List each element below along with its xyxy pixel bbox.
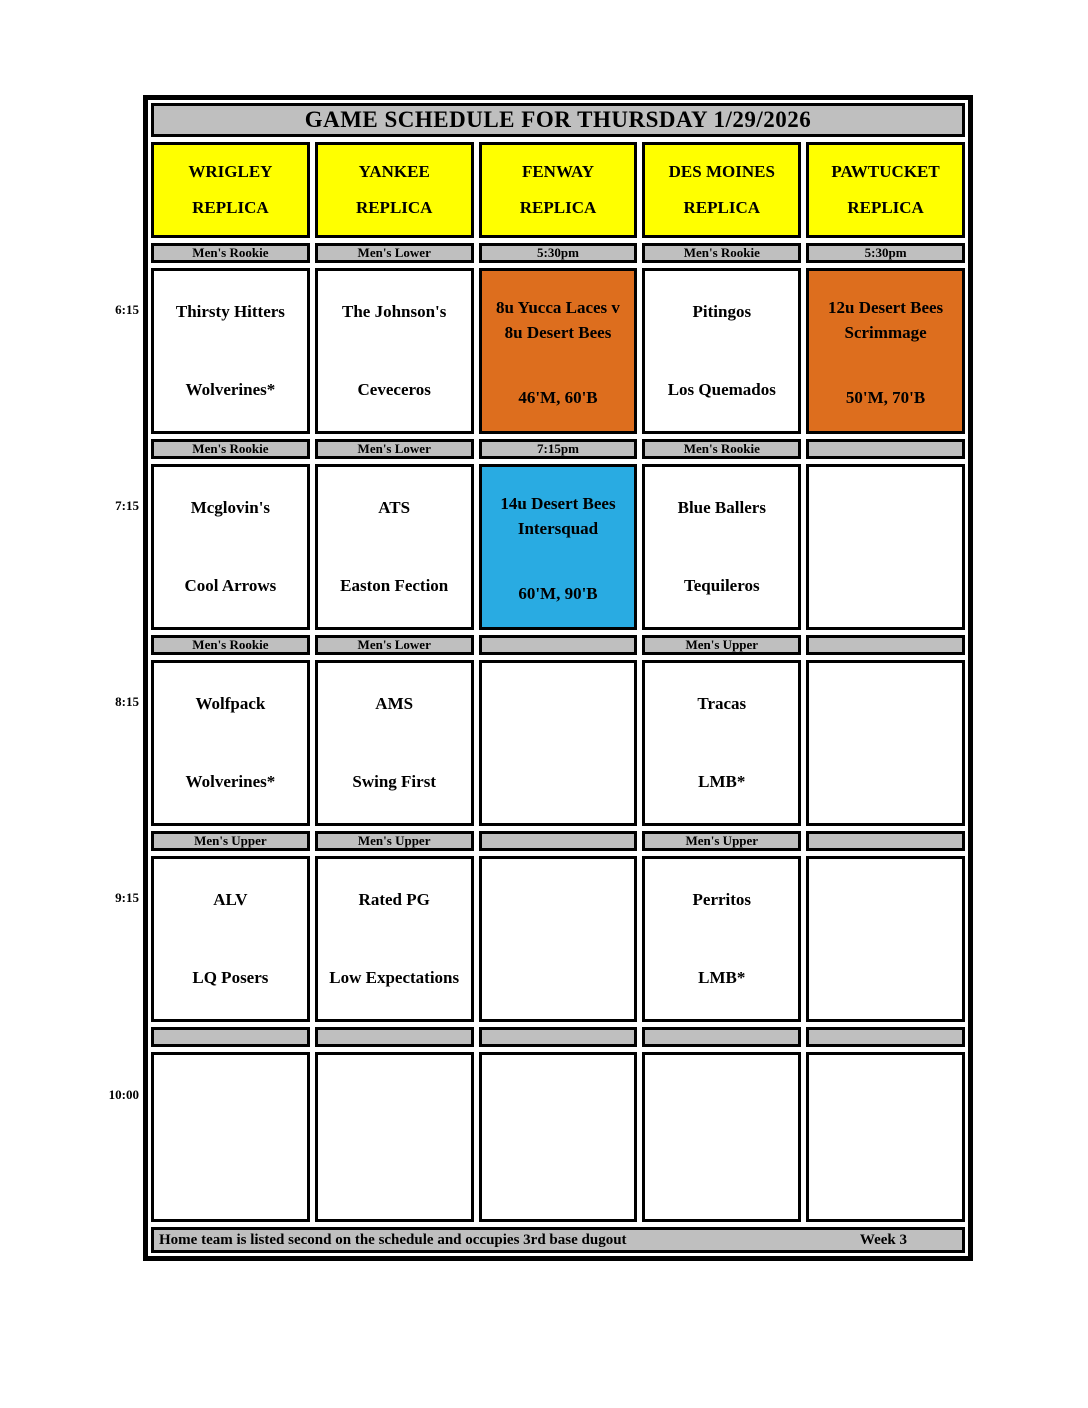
park-header-yankee — [315, 142, 474, 238]
park-type: REPLICA — [683, 198, 761, 218]
park-header-wrigley — [151, 142, 310, 238]
away-team: The Johnson's — [341, 302, 447, 321]
away-team: Blue Ballers — [677, 498, 766, 517]
division-strip: Men's Rookie — [642, 439, 801, 459]
park-type: REPLICA — [192, 198, 269, 218]
division-strip — [806, 439, 965, 459]
footer-bar — [151, 1227, 965, 1253]
game-cell — [642, 660, 801, 826]
division-strip — [479, 831, 638, 851]
park-header-fenway — [479, 142, 638, 238]
away-team: Mcglovin's — [190, 498, 271, 517]
schedule-table — [108, 95, 973, 1261]
division-strip: 5:30pm — [806, 243, 965, 263]
empty-game-cell — [642, 1052, 801, 1222]
special-event-cell — [806, 268, 965, 434]
park-header-des-moines — [642, 142, 801, 238]
park-name: WRIGLEY — [188, 161, 273, 181]
home-team: Cool Arrows — [184, 576, 277, 595]
event-name-line2: Scrimmage — [844, 322, 927, 342]
division-strip: Men's Upper — [151, 831, 310, 851]
park-name: YANKEE — [358, 161, 430, 181]
home-team: LQ Posers — [192, 968, 269, 987]
empty-game-cell — [315, 1052, 474, 1222]
empty-game-cell — [151, 1052, 310, 1222]
away-team: Tracas — [697, 694, 747, 713]
games-row-615 — [115, 268, 965, 434]
division-strip-row — [151, 439, 965, 459]
games-row-915 — [115, 856, 965, 1022]
division-strip: Men's Lower — [315, 439, 474, 459]
home-team: Los Quemados — [667, 380, 776, 399]
game-cell — [315, 268, 474, 434]
event-name-line1: 12u Desert Bees — [827, 297, 944, 317]
home-team: Swing First — [352, 772, 436, 791]
park-name: PAWTUCKET — [831, 161, 940, 181]
park-type: REPLICA — [847, 198, 924, 218]
division-strip — [479, 1027, 638, 1047]
division-strip: Men's Rookie — [151, 439, 310, 459]
time-label: 10:00 — [108, 1086, 139, 1102]
away-team: Thirsty Hitters — [175, 302, 285, 321]
division-strip: 5:30pm — [479, 243, 638, 263]
time-label: 8:15 — [115, 693, 139, 709]
game-cell — [151, 464, 310, 630]
game-cell — [315, 856, 474, 1022]
park-header-row — [151, 142, 965, 238]
empty-game-cell — [479, 660, 638, 826]
park-name: FENWAY — [521, 161, 595, 181]
special-event-cell — [479, 268, 638, 434]
division-strip-row — [151, 243, 965, 263]
empty-game-cell — [479, 1052, 638, 1222]
game-cell — [151, 268, 310, 434]
title-row — [151, 103, 965, 137]
division-strip: Men's Lower — [315, 243, 474, 263]
division-strip — [151, 1027, 310, 1047]
division-strip-row — [151, 635, 965, 655]
empty-game-cell — [806, 1052, 965, 1222]
home-team: Ceveceros — [357, 380, 431, 399]
park-header-pawtucket — [806, 142, 965, 238]
game-cell — [642, 856, 801, 1022]
home-team: Wolverines* — [185, 772, 276, 791]
games-row-1000 — [108, 1052, 965, 1222]
division-strip: Men's Rookie — [642, 243, 801, 263]
empty-game-cell — [479, 856, 638, 1022]
home-team: Wolverines* — [185, 380, 276, 399]
time-label: 6:15 — [115, 301, 139, 317]
event-name — [828, 295, 943, 345]
game-cell — [151, 856, 310, 1022]
division-strip: Men's Rookie — [151, 635, 310, 655]
event-name-line2: 8u Desert Bees — [504, 322, 612, 342]
division-strip: Men's Upper — [642, 635, 801, 655]
empty-game-cell — [806, 464, 965, 630]
division-strip-row — [151, 831, 965, 851]
division-strip — [315, 1027, 474, 1047]
field-dimensions: 46'M, 60'B — [518, 387, 598, 407]
event-name — [500, 491, 615, 541]
division-strip — [479, 635, 638, 655]
away-team: ATS — [378, 498, 411, 517]
park-name: DES MOINES — [668, 161, 775, 181]
empty-game-cell — [806, 660, 965, 826]
home-team: LMB* — [698, 772, 746, 791]
event-name — [496, 295, 620, 345]
park-type: REPLICA — [519, 198, 597, 218]
game-cell — [642, 268, 801, 434]
division-strip: Men's Upper — [315, 831, 474, 851]
empty-game-cell — [806, 856, 965, 1022]
event-name-line2: Intersquad — [517, 518, 599, 538]
games-row-715 — [115, 464, 965, 630]
division-strip — [806, 1027, 965, 1047]
schedule-title: GAME SCHEDULE FOR THURSDAY 1/29/2026 — [151, 103, 965, 137]
home-team: LMB* — [698, 968, 746, 987]
division-strip-row — [151, 1027, 965, 1047]
home-team: Easton Fection — [340, 576, 449, 595]
away-team: Rated PG — [358, 890, 430, 909]
footer-note: Home team is listed second on the schedule and occupies 3rd base dugout — [159, 1231, 627, 1248]
week-label: Week 3 — [859, 1231, 907, 1248]
special-event-cell — [479, 464, 638, 630]
game-cell — [315, 464, 474, 630]
away-team: Perritos — [692, 890, 752, 909]
home-team: Tequileros — [683, 576, 760, 595]
time-label: 7:15 — [115, 497, 139, 513]
game-cell — [315, 660, 474, 826]
division-strip — [806, 635, 965, 655]
games-row-815 — [115, 660, 965, 826]
division-strip: Men's Upper — [642, 831, 801, 851]
away-team: AMS — [375, 694, 414, 713]
division-strip: 7:15pm — [479, 439, 638, 459]
division-strip: Men's Lower — [315, 635, 474, 655]
away-team: Wolfpack — [195, 694, 266, 713]
field-dimensions: 60'M, 90'B — [518, 583, 598, 603]
event-name-line1: 14u Desert Bees — [500, 493, 616, 513]
division-strip — [642, 1027, 801, 1047]
field-dimensions: 50'M, 70'B — [845, 387, 926, 407]
away-team: ALV — [213, 890, 248, 909]
away-team: Pitingos — [692, 302, 752, 321]
park-type: REPLICA — [355, 198, 433, 218]
game-cell — [151, 660, 310, 826]
time-label: 9:15 — [115, 889, 139, 905]
event-name-line1: 8u Yucca Laces v — [496, 297, 620, 317]
home-team: Low Expectations — [329, 968, 460, 987]
footer-row — [151, 1227, 965, 1253]
division-strip: Men's Rookie — [151, 243, 310, 263]
game-cell — [642, 464, 801, 630]
division-strip — [806, 831, 965, 851]
